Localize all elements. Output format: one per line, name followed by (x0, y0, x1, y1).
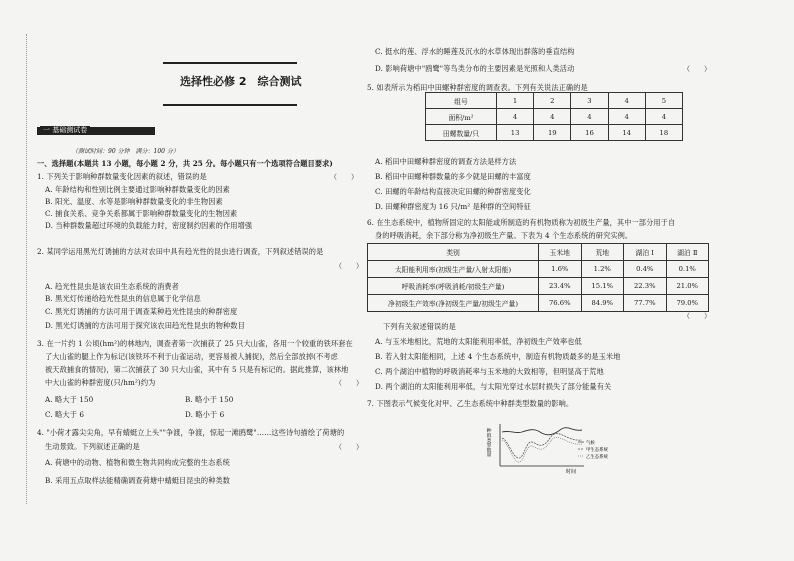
table-cell: 4 (571, 109, 608, 125)
table-cell: 23.4% (539, 278, 582, 295)
q3-line-2: 了大山雀的腿上作为标记(该铁环不利于山雀运动，更容易被人捕捉)，然后全部放掉(不考虑 (45, 352, 338, 361)
table-cell: 77.7% (624, 295, 667, 312)
table-cell: 0.1% (666, 261, 709, 278)
table-header-cell: 玉米地 (539, 244, 582, 261)
table-cell: 呼吸消耗率(呼吸消耗/初级生产量) (368, 278, 539, 295)
x-axis-label: 时间 (566, 469, 577, 475)
q5-table (425, 92, 683, 141)
q2-stem: 2. 某同学运用黑光灯诱捕的方法对农田中具有趋光性的昆虫进行调查，下列叙述错误的是 (37, 247, 324, 256)
table-cell: 14 (608, 125, 645, 141)
q7-figure (480, 420, 620, 476)
q6-answer-bracket[interactable]: （ ） (683, 312, 711, 320)
table-cell: 4 (497, 109, 534, 125)
legend-ecosystem-a: 甲生态系统 (586, 448, 608, 453)
q5-option-b: B. 稻田中田螺种群数量的多少就是田螺的丰富度 (375, 172, 531, 181)
table-header-cell: 类别 (368, 244, 539, 261)
q7-stem: 7. 下图表示气候变化对甲、乙生态系统中种群类型数量的影响。 (367, 399, 574, 408)
q1-answer-bracket[interactable]: （ ） (330, 173, 358, 181)
table-cell: 13 (497, 125, 534, 141)
q3-option-c: C. 略大于 6 (45, 410, 85, 419)
ecosystem-b-curve (502, 437, 582, 462)
q1-option-a: A. 年龄结构和性别比例主要通过影响种群数量变化的因素 (45, 185, 230, 194)
table-cell: 0.4% (624, 261, 667, 278)
binding-margin (26, 34, 28, 504)
q5-stem: 5. 如表所示为稻田中田螺种群密度的调查表。下列有关说法正确的是 (367, 83, 588, 92)
q6-option-d: D. 两个湖泊的太阳能利用率低，与太阳光穿过水层时损失了部分能量有关 (375, 382, 612, 391)
table-cell: 16 (571, 125, 608, 141)
table-cell: 4 (534, 109, 571, 125)
table-cell: 4 (645, 109, 682, 125)
q4-line-2: 生动景致。下列叙述正确的是 (45, 442, 140, 451)
q1-option-d: D. 当种群数量超过环境的负载能力时，密度制约因素的作用增强 (45, 221, 253, 230)
table-cell: 组号 (426, 93, 497, 109)
q1-stem: 1. 下列关于影响种群数量变化因素的叙述，错误的是 (37, 172, 207, 181)
q6-table (367, 243, 709, 312)
instructions: 一、选择题(本题共 13 小题，每小题 2 分，共 25 分。每小题只有一个选项符合题目要求) (37, 159, 333, 168)
table-cell: 19 (534, 125, 571, 141)
q4-option-b: B. 采用五点取样法能精确调查荷塘中蜻蜓目昆虫的种类数 (45, 476, 231, 485)
q5-option-c: C. 田螺的年龄结构直接决定田螺的种群密度变化 (375, 187, 531, 196)
table-cell: 田螺数量/只 (426, 125, 497, 141)
q5-option-a: A. 稻田中田螺种群密度的调查方法是样方法 (375, 157, 517, 166)
q6-option-c: C. 两个湖泊中植物的呼吸消耗率与玉米地的大致相等，但明显高于荒地 (375, 367, 604, 376)
table-cell: 21.0% (666, 278, 709, 295)
q3-line-3: 被天敌捕食的情况)，第二次捕获了 30 只大山雀，其中有 5 只是有标记的。据此推算，该林地 (45, 365, 349, 374)
q2-answer-bracket[interactable]: （ ） (335, 262, 363, 270)
table-cell: 2 (534, 93, 571, 109)
page-title: 选择性必修 2 综合测试 (180, 75, 302, 88)
q3-option-a: A. 略大于 150 (45, 395, 94, 404)
q6-option-b: B. 若入射太阳能相同，上述 4 个生态系统中，制造有机物质最多的是玉米地 (375, 352, 621, 361)
table-header-cell: 湖泊 Ⅰ (624, 244, 667, 261)
q4-option-c: C. 挺水的莲、浮水的睡莲及沉水的水草体现出群落的垂直结构 (375, 47, 575, 56)
table-cell: 净初级生产效率(净初级生产量/初级生产量) (368, 295, 539, 312)
q3-option-b: B. 略小于 150 (185, 395, 234, 404)
q4-answer-bracket-right[interactable]: （ ） (683, 65, 711, 73)
table-row (426, 125, 683, 141)
q4-option-d: D. 影响荷塘中"鸥鹭"等鸟类分布的主要因素是光照和人类活动 (375, 64, 575, 73)
table-row (368, 295, 709, 312)
table-cell: 18 (645, 125, 682, 141)
table-cell: 4 (608, 93, 645, 109)
table-cell: 79.0% (666, 295, 709, 312)
q1-option-c: C. 捕食关系、竞争关系都属于影响种群数量变化的生物因素 (45, 209, 238, 218)
table-cell: 太阳能利用率(初级生产量/入射太阳能) (368, 261, 539, 278)
q6-line-1: 6. 在生态系统中，植物所固定的太阳能或所制造的有机物质称为初级生产量，其中一部分用于自 (367, 218, 676, 227)
table-row (426, 93, 683, 109)
q3-line-1: 3. 在一片约 1 公顷(hm²)的林地内，调查者第一次捕获了 25 只大山雀，各用一个较重的铁环套在 (37, 339, 353, 348)
table-cell: 76.6% (539, 295, 582, 312)
ecosystem-a-curve (502, 433, 582, 458)
q2-option-a: A. 趋光性昆虫是该农田生态系统的消费者 (45, 282, 179, 291)
table-header-row (368, 244, 709, 261)
table-cell: 1.6% (539, 261, 582, 278)
table-cell: 1.2% (581, 261, 624, 278)
table-cell: 84.9% (581, 295, 624, 312)
q3-answer-bracket[interactable]: （ ） (335, 379, 363, 387)
table-header-cell: 湖泊 Ⅱ (666, 244, 709, 261)
q2-option-c: C. 黑光灯诱捕的方法可用于调查某种趋光性昆虫的种群密度 (45, 307, 238, 316)
q4-answer-bracket[interactable]: （ ） (335, 443, 363, 451)
section-label: 一 基础测试卷 (40, 126, 90, 135)
q5-option-d: D. 田螺种群密度为 16 只/m² 是种群的空间特征 (375, 202, 531, 211)
q4-line-1: 4. "小荷才露尖尖角，早有蜻蜓立上头""争渡，争渡，惊起一滩鸥鹭"……这些诗句描绘了荷塘的 (37, 428, 345, 437)
q3-line-4: 中大山雀的种群密度(只/hm²)约为 (45, 378, 156, 387)
table-row (368, 278, 709, 295)
table-header-cell: 荒地 (581, 244, 624, 261)
table-cell: 1 (497, 93, 534, 109)
y-axis-label: 种群类型数量 (485, 428, 491, 457)
legend-climate: 气候 (586, 441, 595, 446)
q1-option-b: B. 阳光、温度、水等是影响种群数量变化的非生物因素 (45, 197, 223, 206)
q2-option-d: D. 黑光灯诱捕的方法可用于探究该农田趋光性昆虫的物种数目 (45, 321, 245, 330)
legend-ecosystem-b: 乙生态系统 (586, 455, 608, 460)
table-row (426, 109, 683, 125)
table-cell: 15.1% (581, 278, 624, 295)
q6-lead: 下列有关叙述错误的是 (383, 322, 456, 331)
q4-option-a: A. 荷塘中的动物、植物和微生物共同构成完整的生态系统 (45, 458, 230, 467)
table-cell: 5 (645, 93, 682, 109)
q6-line-2: 身的呼吸消耗，余下部分称为净初级生产量。下表为 4 个生态系统的研究实例。 (375, 231, 633, 240)
table-cell: 3 (571, 93, 608, 109)
q2-option-b: B. 黑光灯传递给趋光性昆虫的信息属于化学信息 (45, 294, 201, 303)
table-row (368, 261, 709, 278)
table-cell: 4 (608, 109, 645, 125)
table-cell: 面积/m² (426, 109, 497, 125)
climate-curve (502, 428, 582, 435)
q3-option-d: D. 略小于 6 (185, 410, 225, 419)
table-cell: 22.3% (624, 278, 667, 295)
test-meta: （测试时间：90 分钟 满分：100 分） (72, 148, 179, 155)
q6-option-a: A. 与玉米地相比，荒地的太阳能利用率低，净初级生产效率也低 (375, 337, 582, 346)
